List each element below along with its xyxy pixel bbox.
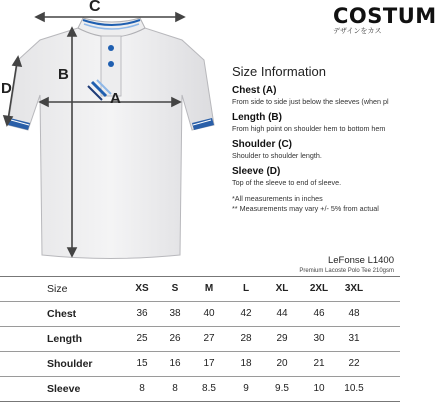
section-description: From side to side just below the sleeves (when pl — [232, 97, 389, 106]
table-row — [0, 301, 400, 326]
measurement-notes — [232, 194, 400, 214]
table-cell: 25 — [136, 333, 148, 344]
section-heading: Length (B) — [232, 112, 282, 123]
section-heading: Chest (A) — [232, 85, 277, 96]
row-label: Sleeve — [47, 383, 81, 395]
size-chart-table — [0, 276, 400, 402]
table-cell: 10 — [313, 383, 325, 394]
info-title: Size Information — [232, 64, 326, 79]
table-cell: 42 — [240, 308, 252, 319]
table-cell: 16 — [169, 358, 181, 369]
header-cell: L — [242, 283, 250, 294]
table-cell: 36 — [136, 308, 148, 319]
table-cell: 46 — [313, 308, 325, 319]
label-b: B — [58, 66, 69, 83]
measurement-arrows — [0, 0, 225, 265]
section-length — [232, 112, 400, 134]
size-information-panel — [232, 64, 400, 214]
table-cell: 27 — [203, 333, 215, 344]
header-cell: S — [171, 283, 179, 294]
polo-shirt-diagram — [0, 0, 225, 265]
product-subtitle: Premium Lacoste Polo Tee 210gsm — [299, 268, 394, 274]
product-name: LeFonse L1400 — [327, 255, 394, 266]
table-cell: 9 — [243, 383, 249, 394]
table-row — [0, 326, 400, 351]
table-cell: 31 — [348, 333, 360, 344]
section-shoulder — [232, 139, 400, 161]
section-description: Shoulder to shoulder length. — [232, 151, 322, 160]
table-cell: 48 — [348, 308, 360, 319]
table-cell: 40 — [203, 308, 215, 319]
label-d: D — [1, 80, 12, 97]
table-cell: 38 — [169, 308, 181, 319]
table-cell: 44 — [276, 308, 288, 319]
section-description: From high point on shoulder hem to bottom hem — [232, 124, 386, 133]
header-cell: 3XL — [344, 283, 364, 294]
table-cell: 8 — [139, 383, 145, 394]
table-cell: 18 — [240, 358, 252, 369]
table-row — [0, 351, 400, 376]
section-chest — [232, 85, 400, 107]
section-heading: Shoulder (C) — [232, 139, 292, 150]
table-cell: 9.5 — [275, 383, 289, 394]
label-a: A — [110, 90, 121, 107]
table-cell: 8.5 — [202, 383, 216, 394]
table-cell: 29 — [276, 333, 288, 344]
section-description: Top of the sleeve to end of sleeve. — [232, 178, 342, 187]
label-c: C — [89, 0, 101, 15]
table-cell: 30 — [313, 333, 325, 344]
table-cell: 22 — [348, 358, 360, 369]
table-cell: 26 — [169, 333, 181, 344]
section-sleeve — [232, 166, 400, 188]
header-cell: XS — [135, 283, 149, 294]
header-cell: M — [204, 283, 214, 294]
table-row — [0, 376, 400, 402]
note-inches: *All measurements in inches — [232, 194, 323, 203]
table-cell: 20 — [276, 358, 288, 369]
brand-logo-block — [333, 4, 437, 36]
brand-logo: COSTUM — [333, 4, 437, 28]
row-label: Length — [47, 333, 82, 345]
note-variance: ** Measurements may vary +/- 5% from actual — [232, 204, 379, 213]
header-cell: 2XL — [309, 283, 329, 294]
table-cell: 8 — [172, 383, 178, 394]
header-cell: Size — [47, 283, 68, 295]
table-cell: 15 — [136, 358, 148, 369]
table-header-row — [0, 276, 400, 301]
row-label: Shoulder — [47, 358, 93, 370]
table-cell: 10.5 — [344, 383, 364, 394]
table-cell: 21 — [313, 358, 325, 369]
brand-tagline: デザインをカス — [333, 28, 382, 35]
section-heading: Sleeve (D) — [232, 166, 281, 177]
row-label: Chest — [47, 308, 77, 320]
table-cell: 28 — [240, 333, 252, 344]
table-cell: 17 — [203, 358, 215, 369]
product-info — [299, 255, 394, 274]
header-cell: XL — [275, 283, 289, 294]
